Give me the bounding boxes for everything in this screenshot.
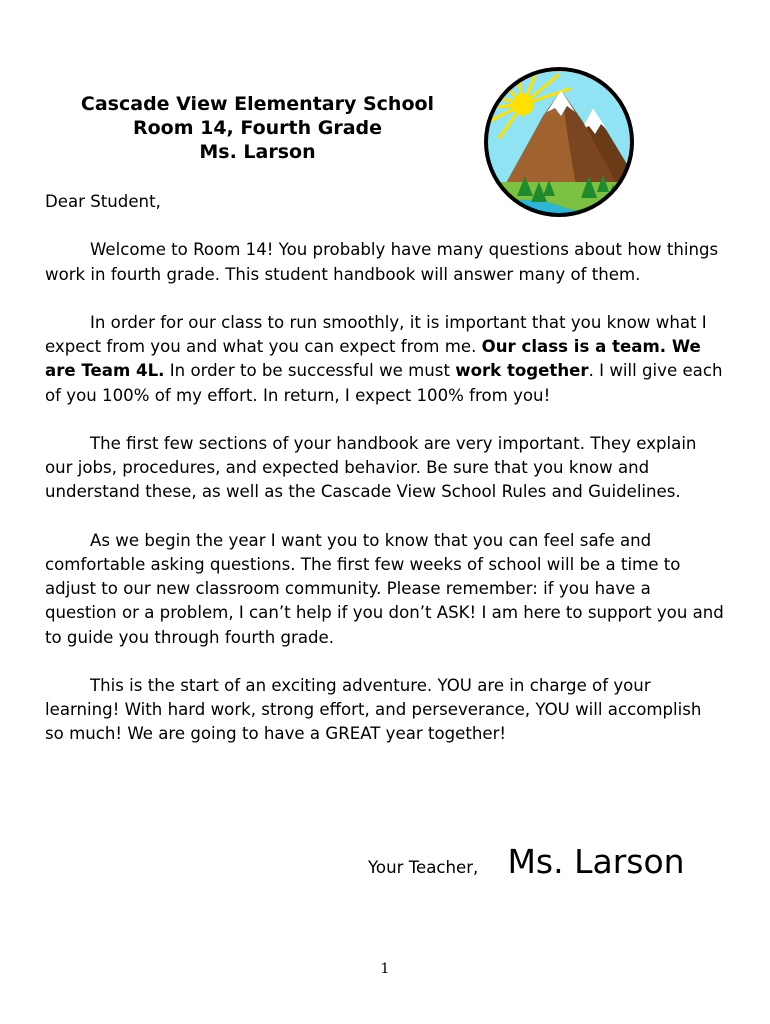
paragraph-ask-questions: As we begin the year I want you to know that you can feel safe and comfortable asking questions. The first few weeks of school will be a time to adjust to our new classroom community. Please remember: if you have a question or a problem, I can’t help if you don’t ASK! I am here to support you and to guide you through fourth grade. bbox=[45, 530, 724, 647]
letter-body bbox=[45, 190, 725, 771]
p2-text-1: In order for our class to run smoothly, it is important that you know what I expect from you and what you can expect from me. bbox=[45, 312, 707, 357]
paragraph-welcome: Welcome to Room 14! You probably have many questions about how things work in fourth grade. This student handbook will answer many of them. bbox=[45, 240, 719, 284]
p2-text-3: . I will give each of you 100% of my effort. In return, I expect 100% from you! bbox=[45, 361, 723, 405]
teacher-name: Ms. Larson bbox=[199, 141, 316, 163]
school-name: Cascade View Elementary School bbox=[80, 93, 435, 115]
p2-bold-work-together: work together bbox=[455, 361, 589, 381]
paragraph-expectations bbox=[45, 311, 725, 408]
signature-label: Your Teacher, bbox=[368, 858, 479, 877]
p2-bold-team: Our class is a team. We are Team 4L. bbox=[45, 337, 701, 381]
page-number: 1 bbox=[380, 961, 390, 977]
paragraph-adventure: This is the start of an exciting adventure. YOU are in charge of your learning! With hard work, strong effort, and perseverance, YOU will accomplish so much! We are going to have a GREAT year together! bbox=[45, 675, 702, 744]
p2-text-2: In order to be successful we must bbox=[164, 361, 456, 381]
letter-header bbox=[60, 92, 455, 164]
signature-block bbox=[368, 842, 685, 881]
paragraph-handbook-sections: The first few sections of your handbook are very important. They explain our jobs, procedures, and expected behavior. Be sure that you know and understand these, as well as the Cascade View School Rules and Guidelines. bbox=[45, 433, 697, 502]
greeting: Dear Student, bbox=[45, 192, 161, 211]
signature-name: Ms. Larson bbox=[507, 842, 685, 881]
sun-shape bbox=[512, 93, 534, 115]
room-line: Room 14, Fourth Grade bbox=[132, 117, 383, 139]
